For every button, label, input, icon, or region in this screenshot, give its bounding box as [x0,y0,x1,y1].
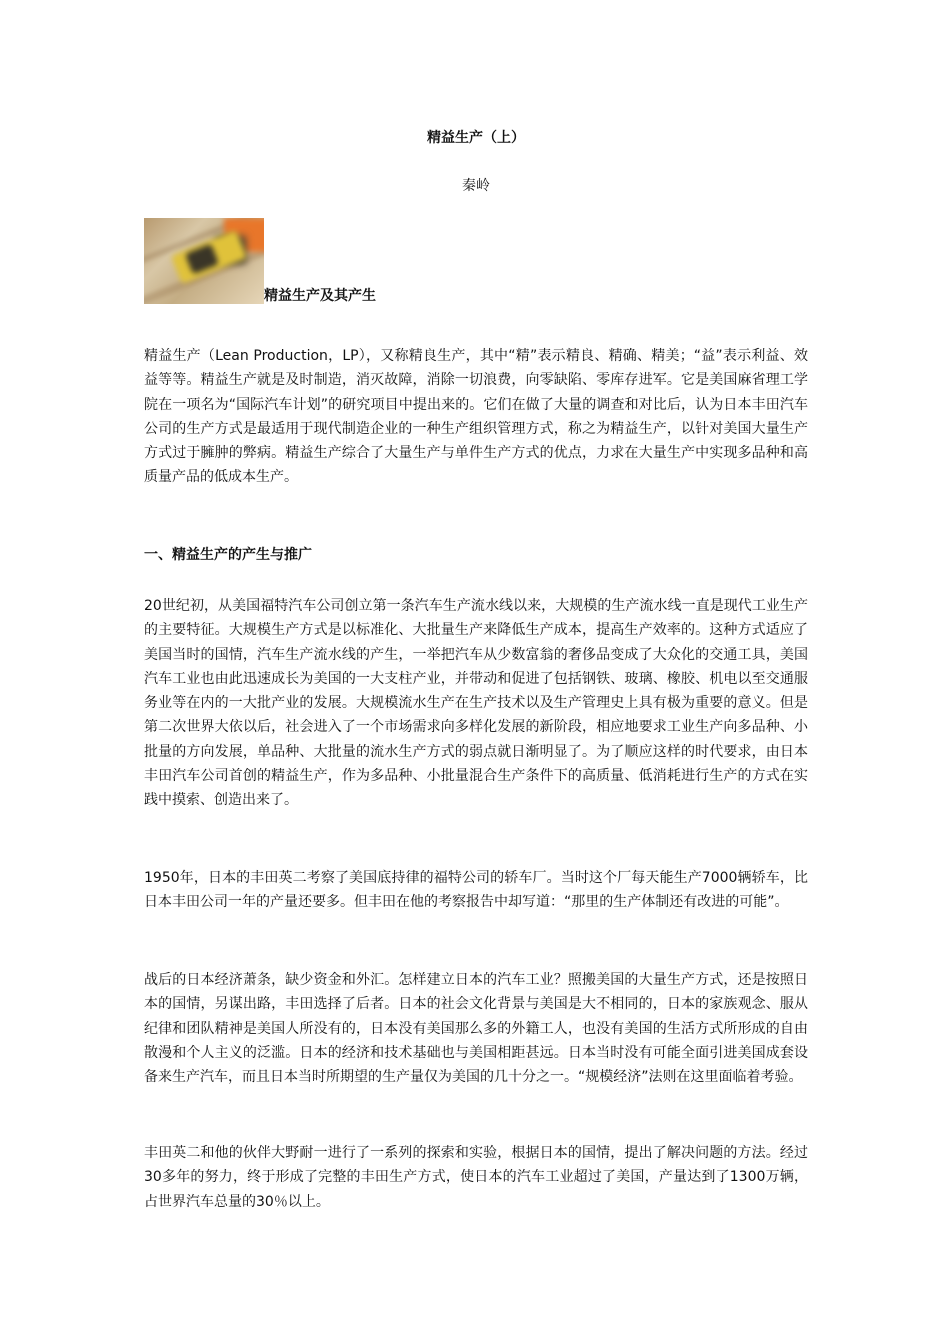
section-hero [144,218,376,304]
section-heading: 精益生产及其产生 [264,288,376,304]
paragraph-1950-visit: 1950年，日本的丰田英二考察了美国底持律的福特公司的轿车厂。当时这个厂每天能生产7000辆轿车，比日本丰田公司一年的产量还要多。但丰田在他的考察报告中却写道：“那里的生产体制还有改进的可能”。 [144,870,808,911]
heading-origin-and-promotion: 一、精益生产的产生与推广 [144,547,312,563]
document-title: 精益生产（上） [427,130,525,146]
paragraph-mass-production: 20世纪初，从美国福特汽车公司创立第一条汽车生产流水线以来，大规模的生产流水线一直是现代工业生产的主要特征。大规模生产方式是以标准化、大批量生产来降低生产成本，提高生产效率的。这种方式适应了美国当时的国情，汽车生产流水线的产生，一举把汽车从少数富翁的奢侈品变成了大众化的交通工具，美国汽车工业也由此迅速成长为美国的一大支柱产业，并带动和促进了包括钢铁、玻璃、橡胶、机电以至交通服务业等在内的一大批产业的发展。大规模流水生产在生产技术以及生产管理史上具有极为重要的意义。但是第二次世界大依以后，社会进入了一个市场需求向多样化发展的新阶段，相应地要求工业生产向多品种、小批量的方向发展，单品种、大批量的流水生产方式的弱点就日渐明显了。为了顺应这样的时代要求，由日本丰田汽车公司首创的精益生产，作为多品种、小批量混合生产条件下的高质量、低消耗进行生产的方式在实践中摸索、创造出来了。 [144,598,808,809]
document-author: 秦岭 [462,178,490,194]
intro-paragraph: 精益生产（Lean Production，LP），又称精良生产，其中“精”表示精良、精确、精美；“益”表示利益、效益等等。精益生产就是及时制造，消灭故障，消除一切浪费，向零缺陷、零库存进军。它是美国麻省理工学院在一项名为“国际汽车计划”的研究项目中提出来的。它们在做了大量的调查和对比后，认为日本丰田汽车公司的生产方式是最适用于现代制造企业的一种生产组织管理方式，称之为精益生产，以针对美国大量生产方式过于臃肿的弊病。精益生产综合了大量生产与单件生产方式的优点，力求在大量生产中实现多品种和高质量产品的低成本生产。 [144,348,808,486]
tape-measure-photo [144,218,264,304]
paragraph-postwar-japan: 战后的日本经济萧条，缺少资金和外汇。怎样建立日本的汽车工业？照搬美国的大量生产方式，还是按照日本的国情，另谋出路，丰田选择了后者。日本的社会文化背景与美国是大不相同的，日本的家族观念、服从纪律和团队精神是美国人所没有的，日本没有美国那么多的外籍工人，也没有美国的生活方式所形成的自由散漫和个人主义的泛滥。日本的经济和技术基础也与美国相距甚远。日本当时没有可能全面引进美国成套设备来生产汽车，而且日本当时所期望的生产量仅为美国的几十分之一。“规模经济”法则在这里面临着考验。 [144,972,808,1086]
paragraph-toyota-production: 丰田英二和他的伙伴大野耐一进行了一系列的探索和实验，根据日本的国情，提出了解决问题的方法。经过30多年的努力，终于形成了完整的丰田生产方式，使日本的汽车工业超过了美国，产量达到了1300万辆，占世界汽车总量的30％以上。 [144,1145,808,1210]
